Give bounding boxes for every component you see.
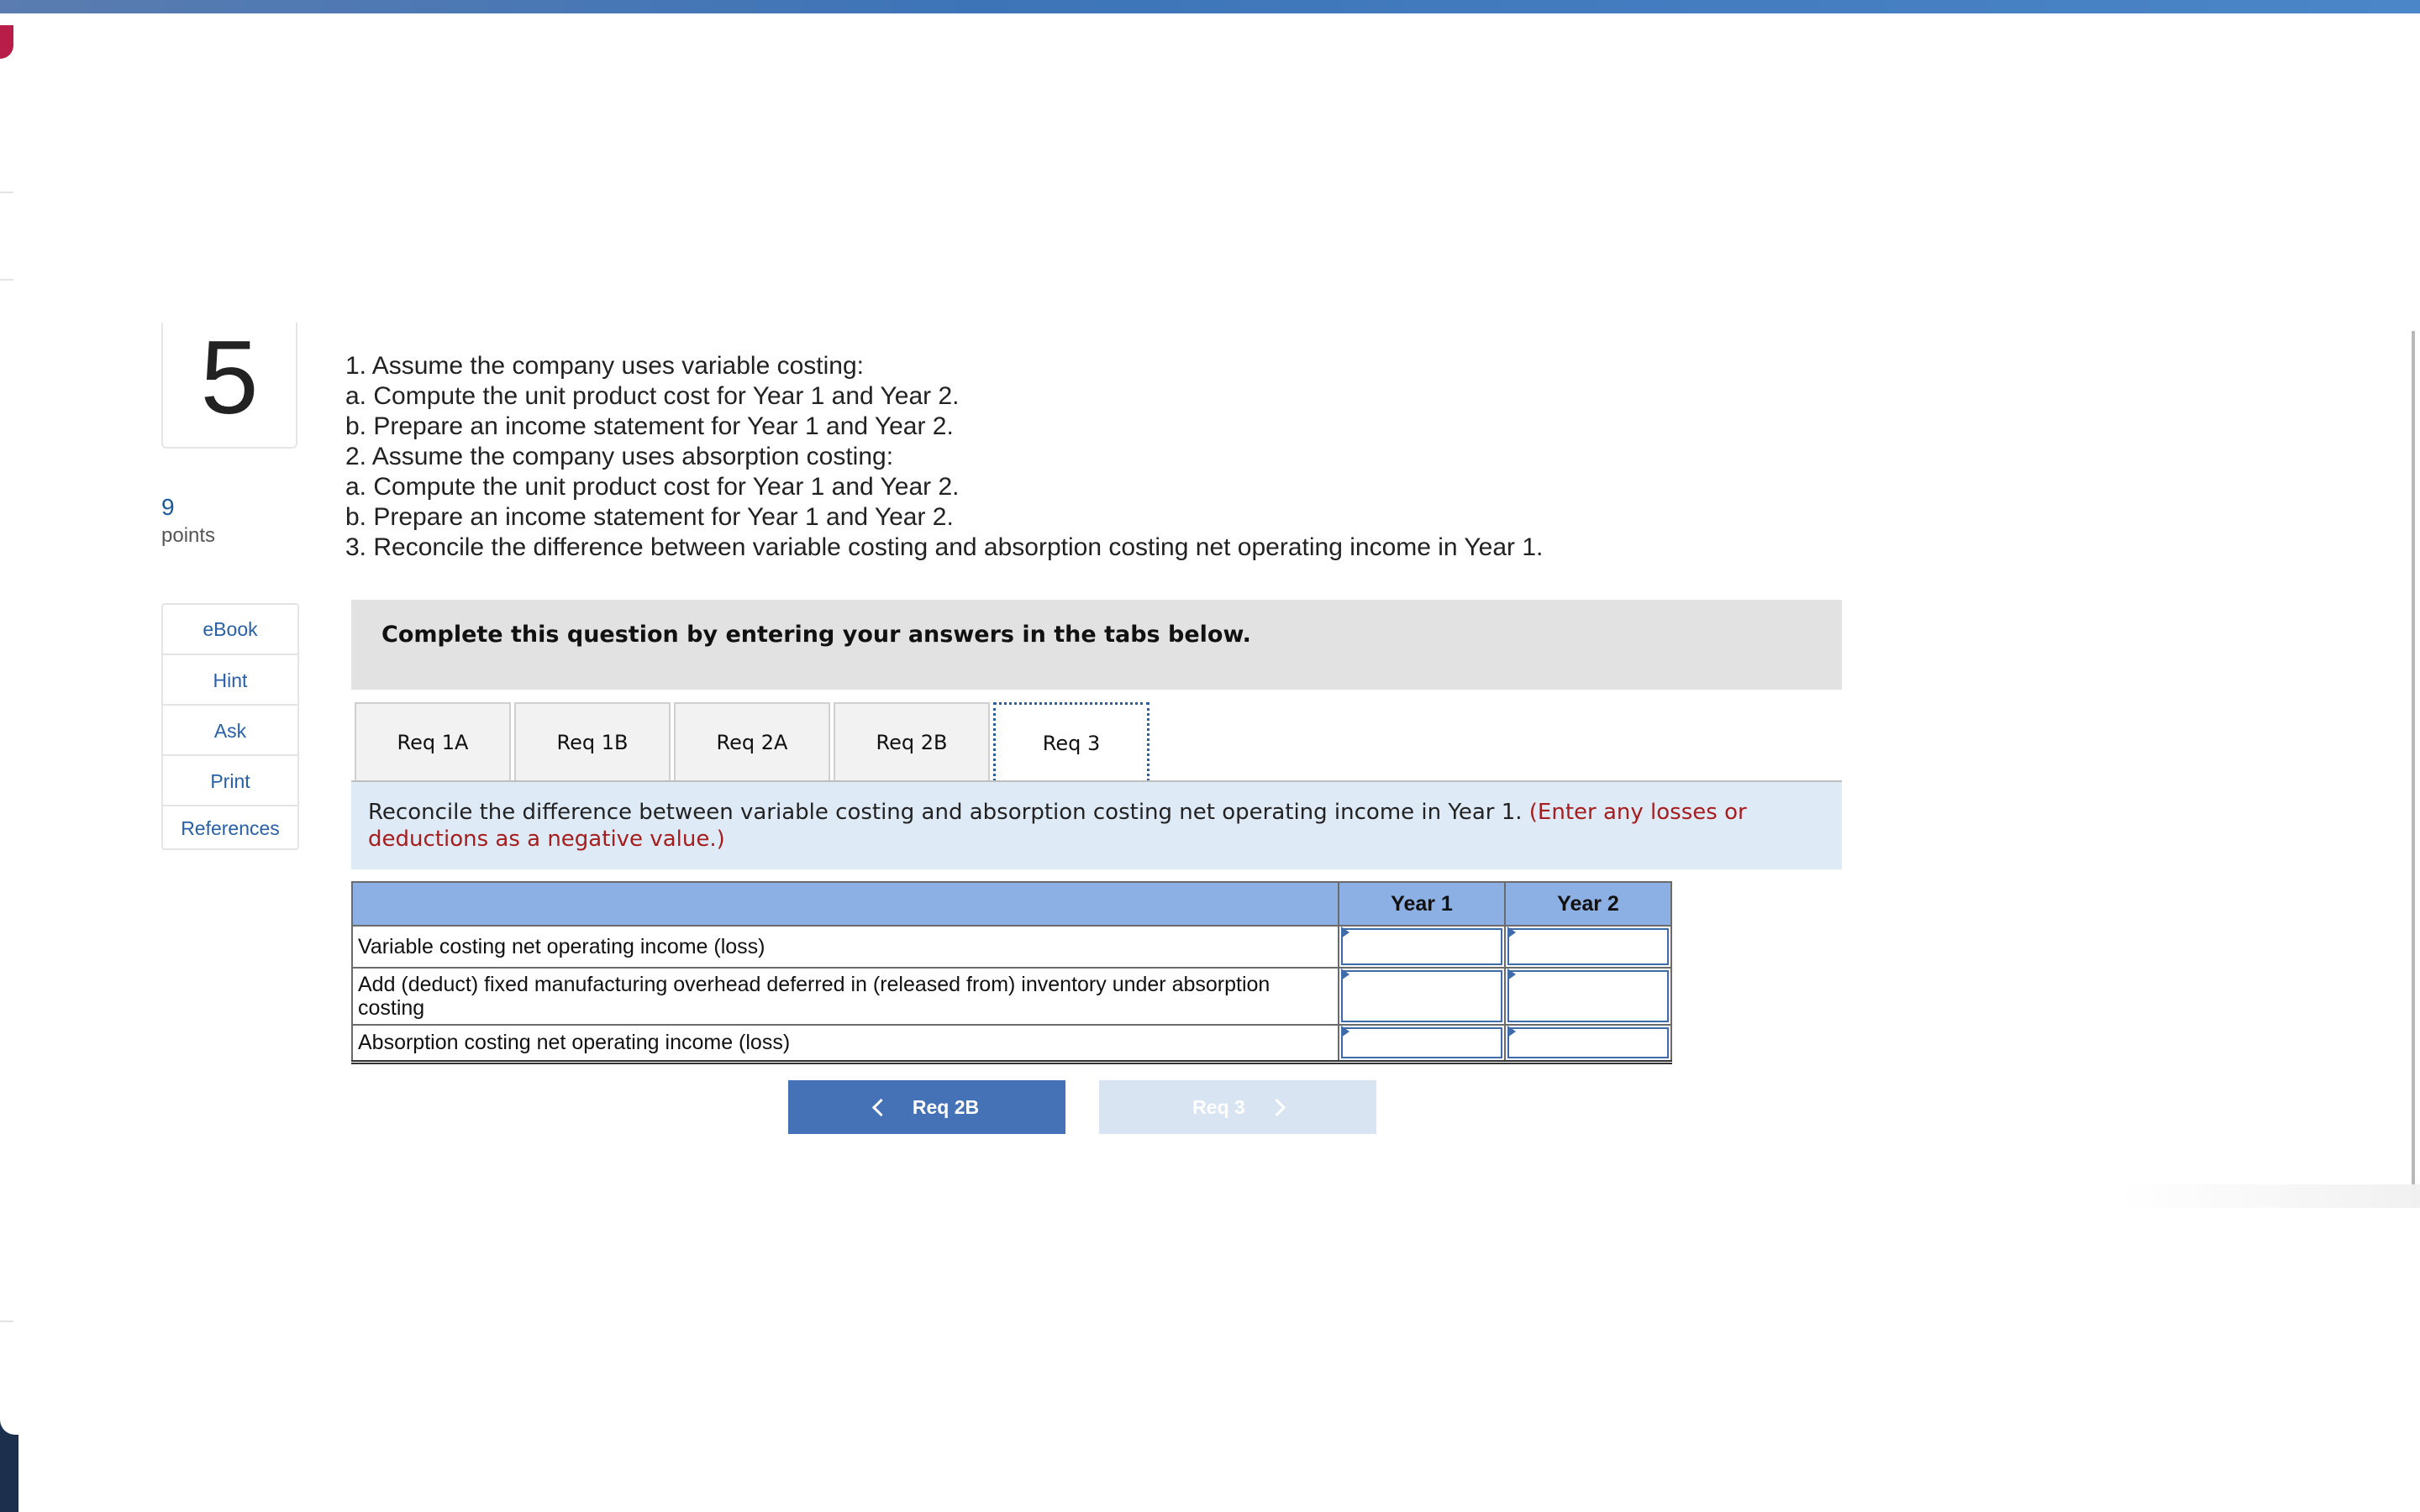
year1-input[interactable]	[1341, 1027, 1502, 1058]
row-label: Absorption costing net operating income (loss)	[352, 1025, 1339, 1062]
right-fade	[2118, 1184, 2420, 1208]
header-year-1: Year 1	[1339, 882, 1505, 926]
row-label: Variable costing net operating income (loss)	[352, 926, 1339, 968]
table-row	[352, 926, 1671, 968]
table-row	[352, 1025, 1671, 1062]
instruction-line: a. Compute the unit product cost for Year 1 and Year 2.	[345, 473, 960, 501]
year1-input-cell[interactable]	[1339, 1025, 1505, 1062]
table-row	[352, 968, 1671, 1025]
next-req-button[interactable]	[1099, 1080, 1376, 1134]
left-accent-top	[0, 25, 13, 59]
banner-text: Complete this question by entering your answers in the tabs below.	[381, 622, 1251, 648]
ebook-link[interactable]: eBook	[203, 618, 258, 640]
print-link[interactable]: Print	[163, 754, 297, 805]
instruction-line: 2. Assume the company uses absorption costing:	[345, 443, 894, 470]
prev-req-button[interactable]	[788, 1080, 1065, 1134]
year2-input-cell[interactable]	[1505, 1025, 1671, 1062]
table-header-row	[352, 882, 1671, 926]
points-value: 9	[161, 494, 175, 520]
instruction-line: b. Prepare an income statement for Year 1 and Year 2.	[345, 503, 954, 531]
hint-link[interactable]: Hint	[163, 654, 297, 704]
year2-input[interactable]	[1507, 928, 1669, 965]
instruction-line: 1. Assume the company uses variable costing:	[345, 352, 864, 380]
year1-input-cell[interactable]	[1339, 968, 1505, 1025]
tab-req-2a[interactable]: Req 2A	[674, 702, 830, 781]
next-req-label: Req 3	[1192, 1095, 1245, 1118]
chevron-left-icon	[872, 1098, 890, 1116]
reconciliation-table	[351, 881, 1672, 1064]
question-instructions	[345, 351, 1791, 563]
tab-req-1a[interactable]: Req 1A	[355, 702, 511, 781]
year1-input[interactable]	[1341, 928, 1502, 965]
year1-input[interactable]	[1341, 970, 1502, 1022]
year2-input-cell[interactable]	[1505, 926, 1671, 968]
instruction-line: b. Prepare an income statement for Year 1 and Year 2.	[345, 412, 954, 440]
tab-req-1b[interactable]: Req 1B	[514, 702, 671, 781]
header-blank	[352, 882, 1339, 926]
ask-link[interactable]: Ask	[163, 704, 297, 754]
left-divider	[0, 192, 13, 281]
chevron-right-icon	[1268, 1098, 1286, 1116]
year2-input[interactable]	[1507, 1027, 1669, 1058]
question-number-box	[161, 320, 297, 449]
row-label: Add (deduct) fixed manufacturing overhead deferred in (released from) inventory under absorption costing	[352, 968, 1339, 1025]
req-instruction-text: Reconcile the difference between variable costing and absorption costing net operating income in Year 1.	[368, 800, 1523, 825]
question-number: 5	[200, 320, 259, 436]
req-instruction	[351, 782, 1842, 869]
year2-input[interactable]	[1507, 970, 1669, 1022]
instruction-line: a. Compute the unit product cost for Year 1 and Year 2.	[345, 382, 960, 410]
instructions-banner	[351, 600, 1842, 690]
req-instruction-note: (Enter any losses or deductions as a negative value.)	[368, 800, 1747, 852]
tab-req-2b[interactable]: Req 2B	[834, 702, 990, 781]
references-link[interactable]: References	[163, 805, 297, 848]
tab-req-3[interactable]: Req 3	[993, 702, 1150, 781]
points-label: points	[161, 524, 216, 547]
instruction-line: 3. Reconcile the difference between variable costing and absorption costing net operating income in Year 1.	[345, 533, 1544, 561]
side-tools	[161, 603, 299, 850]
header-year-2: Year 2	[1505, 882, 1671, 926]
left-accent-bottom	[0, 1418, 18, 1512]
os-menubar	[0, 0, 2420, 13]
left-divider	[0, 1320, 13, 1322]
prev-req-label: Req 2B	[912, 1095, 980, 1118]
scrollbar[interactable]	[2412, 331, 2415, 1208]
year1-input-cell[interactable]	[1339, 926, 1505, 968]
year2-input-cell[interactable]	[1505, 968, 1671, 1025]
